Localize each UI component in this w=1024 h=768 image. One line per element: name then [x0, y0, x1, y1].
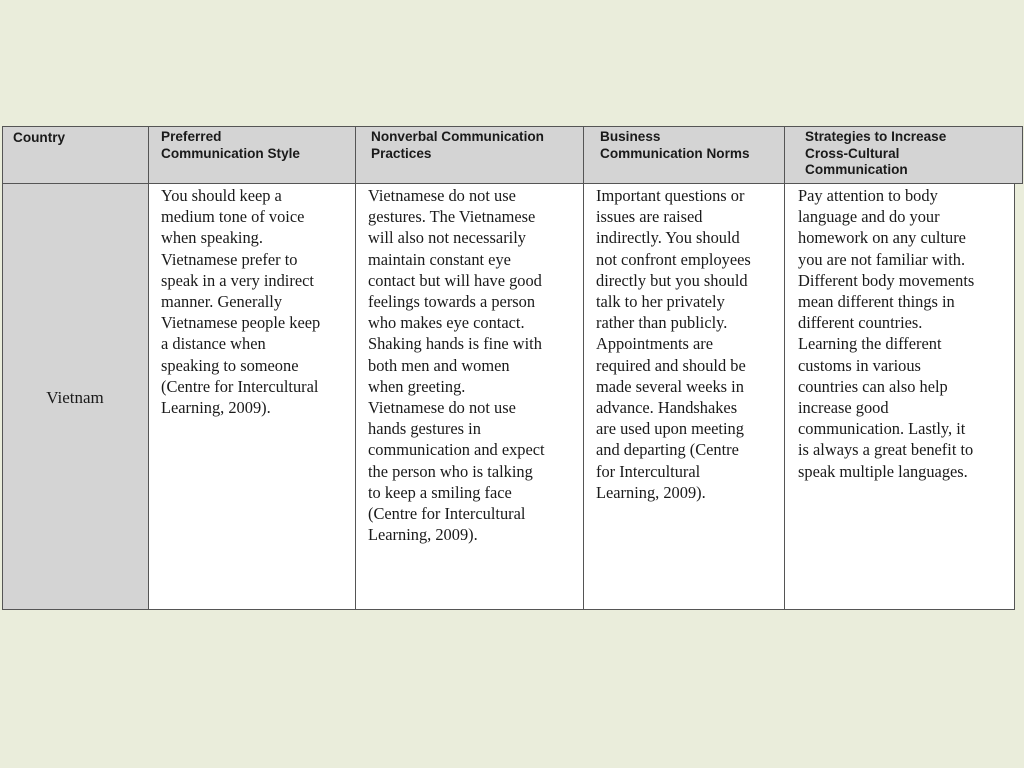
column-divider [355, 126, 356, 610]
column-divider [583, 126, 584, 610]
header-business-norms: Business Communication Norms [600, 129, 750, 161]
column-divider [148, 126, 149, 610]
header-strategies: Strategies to Increase Cross-Cultural Communication [805, 129, 947, 177]
header-communication-style: Preferred Communication Style [161, 129, 300, 161]
culture-comparison-table [2, 126, 1023, 610]
column-divider [784, 126, 785, 610]
cell-communication-style: You should keep a medium tone of voice when speaking. Vietnamese prefer to speak in a very indirect manner. Generally Vietnamese people keep a distance when speaking to someone (Centre for Intercultural Learning, 2009). [161, 186, 321, 418]
header-nonverbal-practices: Nonverbal Communication Practices [371, 129, 544, 161]
country-name: Vietnam [46, 388, 104, 407]
header-country: Country [13, 130, 66, 145]
cell-strategies: Pay attention to body language and do your homework on any culture you are not familiar with. Different body movements mean different things in different countries. Learning the different customs in various countries can also help increase good communication. Lastly, it is always a great benefit to speak multiple languages. [798, 186, 975, 481]
cell-business-norms: Important questions or issues are raised indirectly. You should not confront employees directly but you should talk to her privately rather than publicly. Appointments are required and should be made several weeks in advance. Handshakes are used upon meeting and departing (Centre for Intercultural Learning, 2009). [596, 186, 751, 502]
cell-nonverbal-practices: Vietnamese do not use gestures. The Vietnamese will also not necessarily maintain constant eye contact but will have good feelings towards a person who makes eye contact. Shaking hands is fine with both men and women when greeting. Vietnamese do not use hands gestures in communication and expect the person who is talking to keep a smiling face (Centre for Intercultural Learning, 2009). [368, 186, 545, 545]
